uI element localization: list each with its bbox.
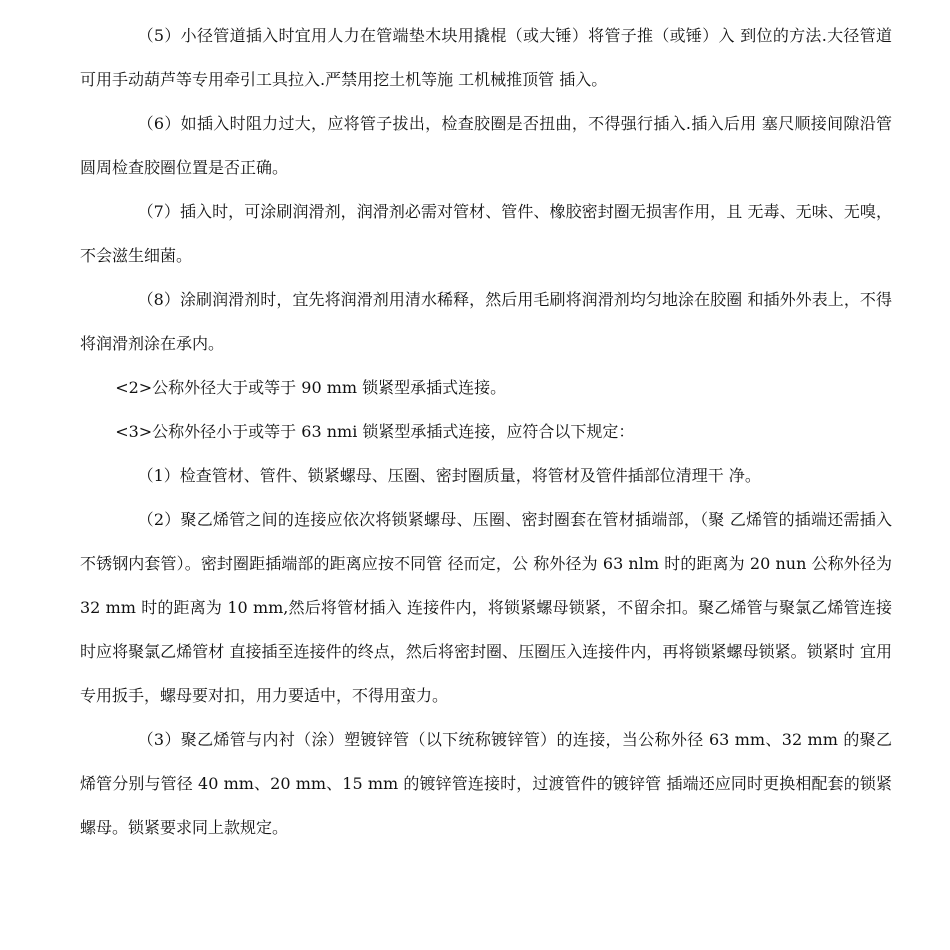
paragraph-item-7: （7）插入时，可涂刷润滑剂，润滑剂必需对管材、管件、橡胶密封圈无损害作用，且 无毒、无味、无嗅，不会滋生细菌。 [80, 202, 892, 265]
paragraph-item-6: （6）如插入时阻力过大，应将管子拔出，检查胶圈是否扭曲，不得强行插入.插入后用 塞尺顺接间隙沿管圆周检查胶圈位置是否正确。 [80, 114, 892, 177]
paragraph-sub-item-3: （3）聚乙烯管与内衬（涂）塑镀锌管（以下统称镀锌管）的连接，当公称外径 63 mm、32 mm 的聚乙烯管分别与管径 40 mm、20 mm、15 mm 的镀锌管连接时，过渡管件的镀锌管 插端还应同时更换相配套的锁紧螺母。锁紧要求同上款规定。 [80, 730, 892, 837]
paragraph-section-3: <3>公称外径小于或等于 63 nmi 锁紧型承插式连接，应符合以下规定： [115, 422, 635, 441]
paragraph-item-8: （8）涂刷润滑剂时，宜先将润滑剂用清水稀释，然后用毛刷将润滑剂均匀地涂在胶圈 和插外外表上，不得将润滑剂涂在承内。 [80, 290, 892, 353]
paragraph-sub-item-1: （1）检查管材、管件、锁紧螺母、压圈、密封圈质量，将管材及管件插部位清理干 净。 [137, 466, 761, 485]
paragraph-section-2: <2>公称外径大于或等于 90 mm 锁紧型承插式连接。 [115, 378, 507, 397]
paragraph-item-5: （5）小径管道插入时宜用人力在管端垫木块用撬棍（或大锤）将管子推（或锤）入 到位的方法.大径管道可用手动葫芦等专用牵引工具拉入.严禁用挖土机等施 工机械推顶管 插入。 [80, 26, 892, 89]
paragraph-sub-item-2: （2）聚乙烯管之间的连接应依次将锁紧螺母、压圈、密封圈套在管材插端部，（聚 乙烯管的插端还需插入不锈钢内套管）。密封圈距插端部的距离应按不同管 径而定，公 称外径为 63 nlm 时的距离为 20 nun 公称外径为 32 mm 时的距离为 10 mm,然后将管材插入 连接件内，将锁紧螺母锁紧，不留余扣。聚乙烯管与聚氯乙烯管连接 时应将聚氯乙烯管材 直接插至连接件的终点，然后将密封圈、压圈压入连接件内，再将锁紧螺母锁紧。锁紧时 宜用专用扳手，螺母要对扣，用力要适中，不得用蛮力。 [80, 510, 892, 705]
